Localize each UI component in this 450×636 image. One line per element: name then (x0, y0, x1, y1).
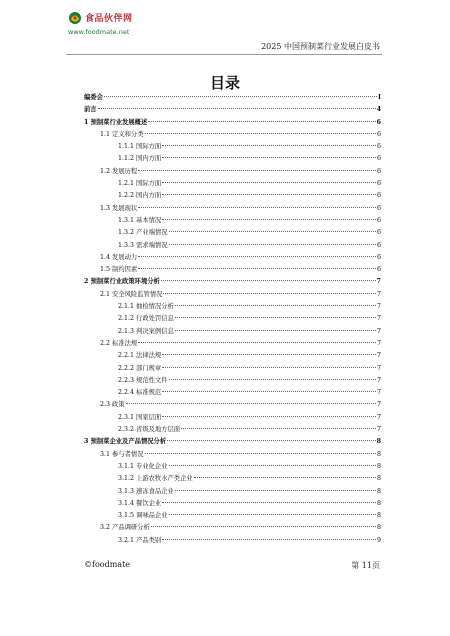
toc-leader-dots (175, 305, 376, 306)
toc-entry-title: 2 预制菜行业政策环境分析 (84, 278, 160, 286)
header-divider (66, 54, 382, 55)
toc-entry-page: 6 (376, 229, 381, 237)
toc-leader-dots (145, 453, 376, 454)
toc-entry-page: 7 (376, 376, 381, 384)
toc-entry-page: 8 (376, 512, 381, 520)
toc-entry-page: 6 (376, 192, 381, 200)
toc-entry[interactable] (84, 510, 381, 522)
toc-entry-page: 6 (376, 155, 381, 163)
toc-entry-title: 2.1 安全风险监管情况 (100, 290, 163, 298)
toc-entry[interactable] (84, 203, 381, 215)
toc-entry-page: 8 (376, 487, 381, 495)
toc-entry-page: 6 (376, 167, 381, 175)
toc-entry-page: 7 (376, 401, 381, 409)
toc-entry-page: I (378, 94, 381, 101)
toc-entry[interactable] (84, 522, 381, 534)
toc-entry[interactable] (84, 461, 381, 473)
toc-entry-page: 7 (376, 413, 381, 421)
toc-entry-title: 2.2.3 规范性文件 (118, 376, 168, 384)
toc-entry[interactable] (84, 326, 381, 338)
toc-entry-title: 1.3 发展现状 (100, 204, 138, 212)
toc-entry-title: 3.1.3 速冻食品企业 (118, 487, 174, 495)
toc-leader-dots (169, 379, 376, 380)
toc-leader-dots (162, 539, 376, 540)
footer-copyright: ©foodmate (84, 560, 131, 569)
toc-leader-dots (104, 96, 377, 97)
logo-text: 食品伙伴网 (85, 14, 133, 24)
toc-leader-dots (169, 244, 376, 245)
toc-entry[interactable] (84, 363, 381, 375)
toc-entry-page: 7 (376, 278, 381, 286)
toc-entry[interactable] (84, 141, 381, 153)
toc-leader-dots (162, 354, 376, 355)
toc-entry-page: 7 (376, 364, 381, 372)
page-header (0, 0, 450, 62)
toc-entry-title: 1.3.2 产业端情况 (118, 229, 168, 237)
toc-entry-page: 6 (376, 204, 381, 212)
toc-heading: 目录 (209, 74, 240, 92)
toc-leader-dots (194, 477, 376, 478)
table-of-contents (84, 92, 381, 547)
toc-entry[interactable] (84, 350, 381, 362)
toc-entry-title: 编委会 (84, 94, 103, 101)
toc-entry-title: 1.1.1 国际方面 (118, 143, 162, 151)
toc-leader-dots (175, 330, 376, 331)
toc-entry[interactable] (84, 289, 381, 301)
toc-entry[interactable] (84, 486, 381, 498)
toc-entry[interactable] (84, 399, 381, 411)
toc-leader-dots (126, 403, 376, 404)
toc-entry-page: 6 (376, 143, 381, 151)
toc-entry-page: 6 (376, 253, 381, 261)
toc-entry[interactable] (84, 264, 381, 276)
toc-entry[interactable] (84, 424, 381, 436)
toc-entry-page: 7 (376, 389, 381, 397)
toc-entry[interactable] (84, 436, 381, 448)
toc-leader-dots (138, 207, 376, 208)
toc-leader-dots (167, 440, 375, 441)
toc-leader-dots (162, 219, 376, 220)
toc-entry[interactable] (84, 227, 381, 239)
toc-entry-title: 2.1.2 行政处罚信息 (118, 315, 174, 323)
toc-entry-page: 8 (376, 462, 381, 470)
toc-entry-title: 3.1.1 专业化企业 (118, 462, 168, 470)
toc-entry-title: 2.3.2 省级及地方层面 (118, 426, 181, 434)
toc-leader-dots (162, 145, 376, 146)
toc-entry[interactable] (84, 338, 381, 350)
toc-entry-title: 前言 (84, 106, 97, 114)
toc-entry-page: 6 (376, 266, 381, 274)
toc-entry-title: 1.1.2 国内方面 (118, 155, 162, 163)
toc-entry[interactable] (84, 412, 381, 424)
toc-entry-title: 2.3.1 国家层面 (118, 413, 162, 421)
toc-entry-title: 2.1.1 抽检情况分析 (118, 303, 174, 311)
toc-entry-title: 2.1.3 判决案例信息 (118, 327, 174, 335)
toc-entry[interactable] (84, 301, 381, 313)
toc-entry-page: 9 (376, 536, 381, 544)
toc-leader-dots (162, 367, 376, 368)
document-title: 2025 中国预制菜行业发展白皮书 (261, 42, 380, 51)
toc-entry-title: 1.5 制约因素 (100, 266, 138, 274)
toc-leader-dots (151, 526, 376, 527)
logo-url: www.foodmate.net (68, 28, 130, 36)
footer-page-number: 第 11页 (351, 561, 380, 570)
foodmate-logo-icon (68, 11, 82, 25)
toc-entry-page: 6 (376, 180, 381, 188)
toc-entry[interactable] (84, 498, 381, 510)
toc-entry[interactable] (84, 166, 381, 178)
toc-leader-dots (145, 133, 376, 134)
toc-leader-dots (162, 157, 376, 158)
toc-entry-title: 2.2.4 标准规范 (118, 389, 162, 397)
toc-leader-dots (163, 293, 376, 294)
toc-leader-dots (148, 121, 375, 122)
toc-leader-dots (138, 256, 376, 257)
toc-entry[interactable] (84, 153, 381, 165)
toc-entry-title: 2.2 标准法规 (100, 339, 138, 347)
toc-entry[interactable] (84, 92, 381, 104)
toc-leader-dots (138, 268, 376, 269)
toc-entry[interactable] (84, 240, 381, 252)
toc-leader-dots (98, 108, 376, 109)
toc-leader-dots (169, 231, 376, 232)
toc-leader-dots (175, 490, 376, 491)
toc-entry[interactable] (84, 215, 381, 227)
toc-entry-title: 2.2.2 部门规章 (118, 364, 162, 372)
toc-entry[interactable] (84, 535, 381, 547)
toc-entry[interactable] (84, 375, 381, 387)
toc-entry-page: 7 (376, 327, 381, 335)
toc-entry-page: 7 (376, 339, 381, 347)
toc-entry-page: 7 (376, 352, 381, 360)
toc-entry-title: 3.1.5 调味品企业 (118, 512, 168, 520)
toc-entry-title: 1 预制菜行业发展概述 (84, 118, 148, 126)
toc-entry-page: 7 (376, 303, 381, 311)
toc-entry-page: 8 (376, 438, 381, 446)
toc-entry-page: 7 (376, 290, 381, 298)
toc-leader-dots (161, 280, 376, 281)
toc-leader-dots (138, 342, 376, 343)
toc-entry-title: 2.2.1 法律法规 (118, 352, 162, 360)
toc-entry[interactable] (84, 387, 381, 399)
toc-entry[interactable] (84, 117, 381, 129)
toc-entry[interactable] (84, 473, 381, 485)
toc-leader-dots (175, 317, 376, 318)
toc-entry-title: 3.1.4 餐饮企业 (118, 499, 162, 507)
toc-leader-dots (162, 416, 376, 417)
toc-leader-dots (169, 465, 376, 466)
toc-entry-page: 8 (376, 450, 381, 458)
toc-leader-dots (162, 391, 376, 392)
toc-entry-title: 3 预制菜企业及产品情况分析 (84, 438, 167, 446)
toc-leader-dots (169, 514, 376, 515)
toc-entry-title: 1.4 发展动力 (100, 253, 138, 261)
toc-entry[interactable] (84, 129, 381, 141)
toc-entry-title: 2.3 政策 (100, 401, 125, 409)
toc-leader-dots (138, 170, 376, 171)
toc-entry-page: 4 (376, 106, 381, 114)
toc-leader-dots (162, 182, 376, 183)
toc-entry-page: 8 (376, 475, 381, 483)
toc-entry-page: 7 (376, 315, 381, 323)
toc-entry-title: 1.3.1 基本情况 (118, 216, 162, 224)
toc-entry[interactable] (84, 104, 381, 116)
toc-entry-title: 3.1 参与者情况 (100, 450, 144, 458)
toc-entry-page: 8 (376, 524, 381, 532)
toc-entry[interactable] (84, 313, 381, 325)
foodmate-logo[interactable] (68, 10, 158, 50)
toc-entry[interactable] (84, 178, 381, 190)
toc-entry-title: 1.2 发展历程 (100, 167, 138, 175)
toc-leader-dots (162, 194, 376, 195)
toc-entry-title: 3.2.1 产品类别 (118, 536, 162, 544)
toc-entry[interactable] (84, 252, 381, 264)
toc-entry-page: 7 (376, 426, 381, 434)
toc-entry[interactable] (84, 190, 381, 202)
toc-entry-title: 3.2 产品调研分析 (100, 524, 150, 532)
toc-entry-page: 6 (376, 130, 381, 138)
toc-entry-title: 1.1 定义和分类 (100, 130, 144, 138)
toc-entry-page: 6 (376, 241, 381, 249)
toc-entry-page: 6 (376, 118, 381, 126)
toc-leader-dots (181, 428, 376, 429)
toc-entry[interactable] (84, 449, 381, 461)
toc-entry[interactable] (84, 276, 381, 288)
toc-entry-title: 1.3.3 需求端情况 (118, 241, 168, 249)
toc-entry-page: 8 (376, 499, 381, 507)
toc-entry-title: 1.2.1 国际方面 (118, 180, 162, 188)
toc-entry-title: 1.2.2 国内方面 (118, 192, 162, 200)
toc-entry-title: 3.1.2 上游农牧水产类企业 (118, 475, 193, 483)
toc-leader-dots (162, 502, 376, 503)
toc-entry-page: 6 (376, 216, 381, 224)
